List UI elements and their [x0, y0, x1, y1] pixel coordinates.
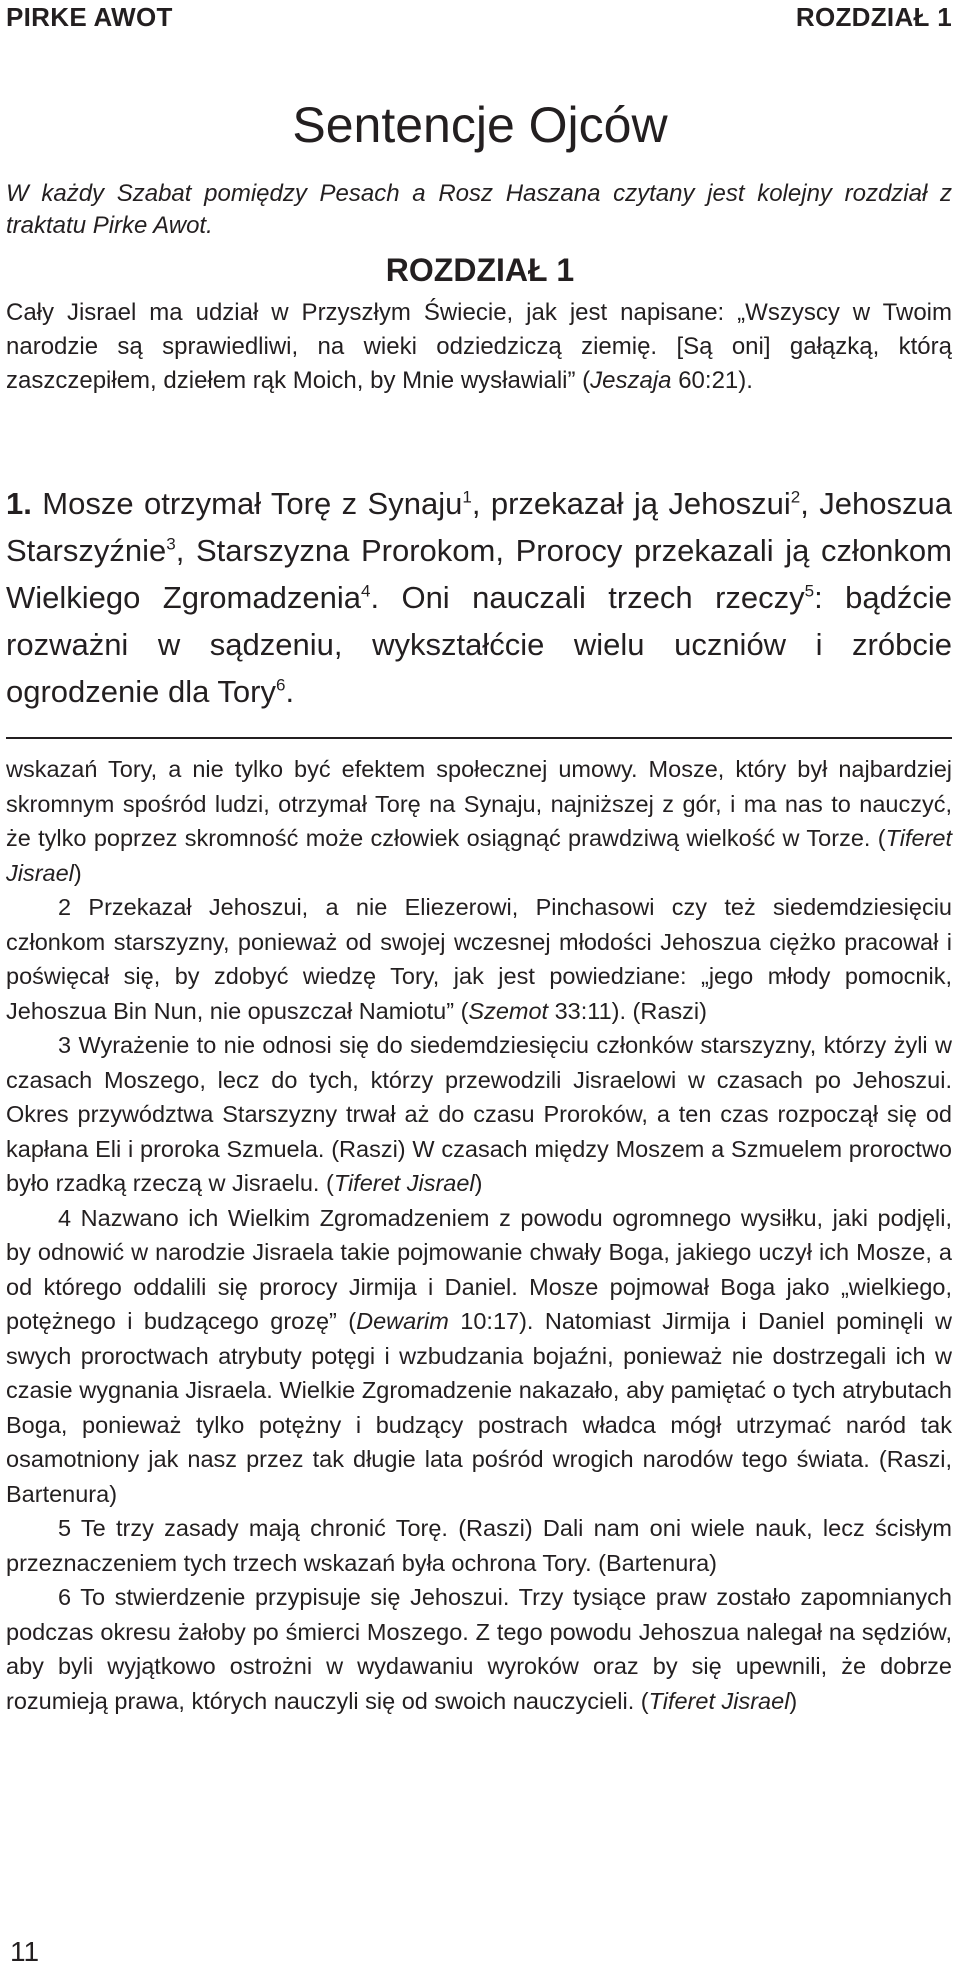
footnote-text: Wyrażenie to nie odnosi się do siedemdziesięciu członków starszyzny, którzy żyli w czasach Moszego, lecz do tych, którzy przewodzili Jisraelowi w czasach po Jehoszui. Okres przywództwa Starszyzny trwał aż do czasu Proroków, a ten czas rozpoczął się od kapłana Eli i proroka Szmuela. (Raszi) W czasach między Moszem a Szmuelem proroctwo było rzadką rzeczą w Jisraelu. ( [6, 1032, 952, 1196]
footnote-4 [6, 1201, 952, 1512]
footnotes [6, 752, 952, 1718]
footnote-2 [6, 890, 952, 1028]
mishna-text: : bądźcie rozważni w sądzeniu, wykształćcie wielu uczniów i zróbcie ogrodzenie dla Tory [6, 580, 952, 709]
footnote-ref-2: 2 [790, 487, 801, 507]
footnote-ref-5: 5 [804, 581, 815, 601]
footnote-text: Przekazał Jehoszui, a nie Eliezerowi, Pinchasowi czy też siedemdziesięciu członkom starszyzny, ponieważ od swojej wczesnej młodości Jehoszua ciężko pracował i poświęcał się, by zdobyć wiedzę Tory, jak jest powiedziane: „jego młody pomocnik, Jehoszua Bin Nun, nie opuszczał Namiotu” ( [6, 894, 952, 1024]
mishna-1 [6, 480, 952, 715]
footnote-ref-4: 4 [360, 581, 371, 601]
intro-note: W każdy Szabat pomiędzy Pesach a Rosz Haszana czytany jest kolejny rozdział z traktatu Pirke Awot. [6, 180, 952, 239]
page-number: 11 [10, 1936, 40, 1967]
footnote-text: ) [789, 1687, 798, 1714]
mishna-text: , przekazał ją Jehoszui [471, 486, 791, 521]
mishna-text: Mosze otrzymał Torę z Synaju [31, 486, 463, 521]
footnote-text: Te trzy zasady mają chronić Torę. (Raszi) Dali nam oni wiele nauk, lecz ścisłym przeznaczeniem tych trzech wskazań była ochrona Tory. (Bartenura) [6, 1515, 952, 1576]
footnote-divider [6, 737, 952, 739]
chapter-preface [6, 296, 952, 398]
mishna-text: . Oni nauczali trzech rzeczy [370, 580, 805, 615]
footnote-text: ) [474, 1170, 483, 1196]
footnote-source: Tiferet Jisrael [333, 1170, 475, 1196]
page-title: Sentencje Ojców [292, 97, 668, 153]
footnote-text: wskazań Tory, a nie tylko być efektem społecznej umowy. Mosze, który był najbardziej skromnym spośród ludzi, otrzymał Torę na Synaju, najniższej z gór, i ma nas to nauczyć, że tylko poprzez skromność może człowiek osiągnąć prawdziwą wielkość w Torze. ( [6, 756, 952, 851]
footnote-number: 3 [58, 1032, 72, 1058]
footnote-source: Tiferet Jisrael [6, 825, 952, 886]
footnote-6 [6, 1580, 952, 1718]
mishna-text: , Starszyzna Prorokom, Prorocy przekazali ją członkom Wielkiego Zgromadzenia [6, 533, 952, 615]
footnote-text: Nazwano ich Wielkim Zgromadzeniem z powodu ogromnego wysiłku, jaki podjęli, by odnowić w narodzie Jisraela takie pojmowanie chwały Boga, jakiego uczył ich Mosze, a od którego oddalili się prorocy Jirmija i Daniel. Mosze pojmował Boga jako „wielkiego, potężnego i budzącego grozę” ( [6, 1204, 952, 1334]
mishna-text: , Jehoszua Starszyźnie [6, 486, 952, 568]
mishna-text: . [285, 674, 295, 709]
preface-source: Jeszaja [590, 367, 672, 394]
footnote-number: 4 [58, 1204, 72, 1231]
preface-ref: 60:21). [671, 367, 753, 394]
footnote-3 [6, 1028, 952, 1201]
footnote-text: ) [73, 859, 82, 886]
running-header [6, 2, 952, 32]
footnote-ref-3: 3 [166, 534, 176, 554]
footnote-text: To stwierdzenie przypisuje się Jehoszui. Trzy tysiące praw zostało zapomnianych podczas okresu żałoby po śmierci Moszego. Z tego powodu Jehoszua nalegał na sędziów, aby byli wyjątkowo ostrożni w wydawaniu wyroków oraz by się upewnili, że dobrze rozumieją prawa, których nauczyli się od swoich nauczycieli. ( [6, 1584, 952, 1714]
footnote-text: 33:11). (Raszi) [548, 997, 707, 1024]
footnote-source: Dewarim [356, 1308, 449, 1334]
footnote-number: 2 [58, 894, 72, 920]
footnote-text: 10:17). Natomiast Jirmija i Daniel pominęli w swych proroctwach atrybuty potęgi i wzbudzania bojaźni, ponieważ nie dostrzegali ich w czasie wygnania Jisraela. Wielkie Zgromadzenie nakazało, aby pamiętać o tych atrybutach Boga, ponieważ tylko potężny i budzący postrach władca mógł utrzymać naród tak osamotniony jak nasz przez tak długie lata pośród wrogich narodów tego świata. (Raszi, Bartenura) [6, 1308, 952, 1507]
footnote-source: Szemot [468, 997, 549, 1024]
footnote-5 [6, 1511, 952, 1580]
footnote-number: 6 [58, 1584, 72, 1610]
footnote-number: 5 [58, 1515, 72, 1541]
header-chapter: ROZDZIAŁ 1 [795, 2, 952, 32]
header-book-title: PIRKE AWOT [6, 2, 173, 32]
footnote-ref-6: 6 [276, 675, 286, 695]
mishna-number: 1. [6, 486, 32, 521]
chapter-heading: ROZDZIAŁ 1 [385, 252, 575, 288]
preface-text: Cały Jisrael ma udział w Przyszłym Świecie, jak jest napisane: „Wszyscy w Twoim narodzie są sprawiedliwi, na wieki odziedziczą ziemię. [Są oni] gałązką, którą zaszczepiłem, dziełem rąk Moich, by Mnie wysławiali” ( [6, 299, 952, 394]
footnote-ref-1: 1 [462, 487, 472, 507]
footnote-source: Tiferet Jisrael [648, 1687, 790, 1714]
footnote-continuation [6, 752, 952, 890]
